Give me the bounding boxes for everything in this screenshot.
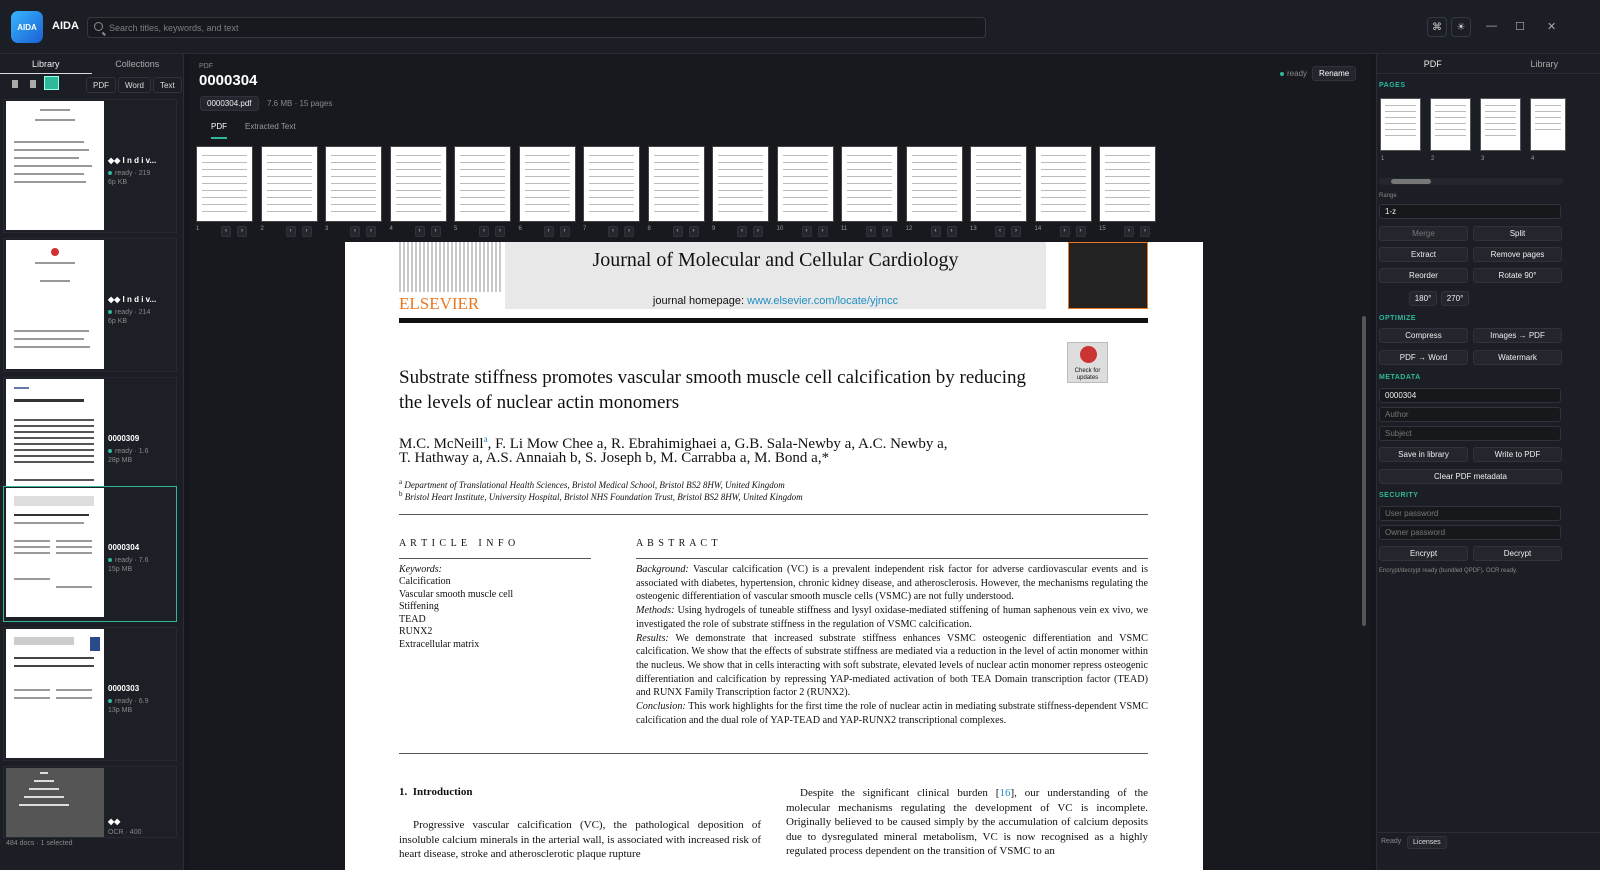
move-left-button[interactable]: ‹ <box>1124 226 1134 237</box>
page-number: 3 <box>1481 156 1485 162</box>
rotate-90-button[interactable]: Rotate 90° <box>1473 268 1562 283</box>
filter-text-button[interactable]: Text <box>153 77 182 93</box>
page-number: 6 <box>518 226 522 232</box>
pdf-viewer[interactable] <box>345 242 1203 870</box>
doc-thumbnail <box>6 240 104 369</box>
tools-panel <box>1376 54 1600 870</box>
keyword: Calcification <box>399 576 451 587</box>
move-right-button[interactable]: › <box>753 226 763 237</box>
check-icon <box>1080 346 1097 363</box>
move-left-button[interactable]: ‹ <box>1060 226 1070 237</box>
intro-column-2-rest: ], our understanding of the molecular mechanisms regulating the development of VC is incomplete. Originally believed to be caused simply by the accumulation of calcium deposits due to dysregulated mineral metabolism, VC is now recognised as a highly regulated process dependent on the transition of VSMC to an <box>786 787 1148 857</box>
move-right-button[interactable]: › <box>1076 226 1086 237</box>
abstract-methods <box>636 604 1148 631</box>
doc-pages: 28p <box>108 457 120 464</box>
view-list-button[interactable] <box>12 80 18 88</box>
move-left-button[interactable]: ‹ <box>608 226 618 237</box>
doc-name: ◆◆ <box>108 817 121 826</box>
move-left-button[interactable]: ‹ <box>286 226 296 237</box>
keyword: RUNX2 <box>399 626 433 637</box>
doc-card-selected[interactable]: 0000304 ready · 7.6 15p MB <box>3 486 177 622</box>
decrypt-button[interactable]: Decrypt <box>1473 546 1562 561</box>
homepage-link[interactable]: www.elsevier.com/locate/yjmcc <box>747 295 899 307</box>
page-number: 4 <box>1531 156 1535 162</box>
page-thumbnail-controls <box>712 226 769 238</box>
doc-thumbnail <box>6 768 104 838</box>
first-author: M.C. McNeill <box>399 436 484 452</box>
intro-column-2 <box>786 786 1148 859</box>
check-updates-badge[interactable] <box>1067 342 1108 383</box>
keyword: Vascular smooth muscle cell <box>399 588 514 600</box>
move-left-button[interactable]: ‹ <box>415 226 425 237</box>
pages-scrollbar-thumb[interactable] <box>1391 179 1431 184</box>
check-updates-text: Check for updates <box>1074 368 1101 381</box>
pdf-to-word-button[interactable]: PDF → Word <box>1379 350 1468 365</box>
page-thumbnail[interactable] <box>325 146 382 222</box>
status-badge <box>1280 69 1307 78</box>
doc-pages: 6p <box>108 318 116 325</box>
move-right-button[interactable]: › <box>882 226 892 237</box>
abstract-conclusion <box>636 700 1148 727</box>
encrypt-button[interactable]: Encrypt <box>1379 546 1468 561</box>
library-footer: 484 docs · 1 selected <box>6 840 73 847</box>
remove-pages-button[interactable]: Remove pages <box>1473 247 1562 262</box>
page-thumbnail-strip <box>196 146 1356 242</box>
page-preview[interactable] <box>1530 98 1566 151</box>
move-left-button[interactable]: ‹ <box>479 226 489 237</box>
page-thumbnail-controls <box>261 226 318 238</box>
conclusion-text: This work highlights for the first time the role of nuclear actin in mediating substrate stiffness-dependent VSMC calcification and the dual role of YAP-TEAD and YAP-RUNX2 transcriptional complexes. <box>636 701 1148 726</box>
elsevier-tree-logo <box>399 242 503 292</box>
affiliation-b <box>399 490 1139 502</box>
tab-pdf-tools[interactable]: PDF <box>1423 59 1442 69</box>
filter-word-button[interactable]: Word <box>118 77 151 93</box>
page-thumbnail[interactable] <box>519 146 576 222</box>
doc-name: ◆◆ I n d i v... <box>108 156 157 165</box>
page-number: 12 <box>905 226 913 232</box>
page-thumbnail[interactable] <box>261 146 318 222</box>
doc-card[interactable]: ◆◆ I n d i v... ready · 214 6p KB <box>3 238 177 372</box>
journal-header <box>399 242 1149 313</box>
tab-pdf[interactable]: PDF <box>211 122 227 139</box>
ready-status: Ready <box>1381 838 1402 845</box>
doc-name: 0000303 <box>108 684 140 693</box>
optimize-section-heading: OPTIMIZE <box>1379 315 1417 322</box>
move-right-button[interactable]: › <box>947 226 957 237</box>
view-compact-button[interactable] <box>30 80 36 88</box>
write-to-pdf-button[interactable]: Write to PDF <box>1473 447 1562 462</box>
clear-metadata-button[interactable]: Clear PDF metadata <box>1379 469 1562 484</box>
doc-card[interactable]: 0000303 ready · 6.9 13p MB <box>3 627 177 761</box>
search-box[interactable] <box>87 17 986 38</box>
range-label: Range <box>1379 193 1397 199</box>
affiliation-a <box>399 478 1139 490</box>
keywords-label: Keywords: <box>399 564 442 575</box>
tab-library[interactable]: Library <box>0 54 92 74</box>
move-right-button[interactable]: › <box>689 226 699 237</box>
library-sidebar <box>0 54 184 870</box>
page-thumbnail[interactable] <box>712 146 769 222</box>
abstract-results <box>636 632 1148 701</box>
page-number: 10 <box>776 226 784 232</box>
affiliation-a-text: Department of Translational Health Sciences, Bristol Medical School, Bristol BS2 8HW, United Kingdom <box>404 480 785 490</box>
citation-link[interactable]: 16 <box>999 787 1011 799</box>
affiliation-a-marker: a <box>399 478 403 486</box>
header-rule <box>399 318 1148 323</box>
move-left-button[interactable]: ‹ <box>931 226 941 237</box>
scrollbar-thumb[interactable] <box>1362 316 1366 626</box>
page-thumbnail[interactable] <box>390 146 447 222</box>
doc-size-unit: MB <box>121 707 133 714</box>
doc-thumbnail <box>6 629 104 758</box>
journal-homepage <box>505 295 1046 307</box>
split-button[interactable]: Split <box>1473 226 1562 241</box>
user-password-input[interactable] <box>1379 506 1561 521</box>
metadata-author-input[interactable] <box>1379 407 1561 422</box>
intro-column-1: Progressive vascular calcification (VC), the pathological deposition of insoluble calcium minerals in the arterial wall, is associated with increased risk of heart disease, stroke and atherosclerotic plaque rupture <box>399 819 761 860</box>
page-thumbnail-controls <box>325 226 382 238</box>
doc-status: ready <box>115 557 133 564</box>
page-thumbnail[interactable] <box>196 146 253 222</box>
journal-banner <box>505 242 1046 309</box>
page-number: 8 <box>647 226 651 232</box>
doc-name: ◆◆ I n d i v... <box>108 295 157 304</box>
doc-card[interactable]: ◆◆ I n d i v... ready · 219 6p KB <box>3 99 177 233</box>
page-number: 14 <box>1034 226 1042 232</box>
move-left-button[interactable]: ‹ <box>802 226 812 237</box>
page-thumbnail[interactable] <box>841 146 898 222</box>
range-input[interactable] <box>1379 204 1561 219</box>
page-thumbnail-controls <box>841 226 898 238</box>
doc-status: ready <box>115 309 133 316</box>
page-title: 0000304 <box>199 72 258 89</box>
page-thumbnail[interactable] <box>583 146 640 222</box>
reorder-button[interactable]: Reorder <box>1379 268 1468 283</box>
doc-pages: 15p <box>108 566 120 573</box>
page-thumbnail[interactable] <box>906 146 963 222</box>
page-thumbnail[interactable] <box>1099 146 1156 222</box>
move-left-button[interactable]: ‹ <box>673 226 683 237</box>
doc-size: 6.9 <box>138 698 149 705</box>
abstract-heading: A B S T R A C T <box>636 538 719 549</box>
doc-name: 0000304 <box>108 543 140 552</box>
title-bar <box>0 0 1600 54</box>
page-number: 15 <box>1099 226 1106 232</box>
page-number: 3 <box>325 226 329 232</box>
move-left-button[interactable]: ‹ <box>995 226 1005 237</box>
doc-card[interactable]: ◆◆ OCR · 400 <box>3 766 177 838</box>
doc-status: ready <box>115 698 133 705</box>
rename-button[interactable]: Rename <box>1312 66 1356 81</box>
doc-pages: 6p <box>108 179 116 186</box>
metadata-subject-input[interactable] <box>1379 426 1561 441</box>
move-right-button[interactable]: › <box>1140 226 1150 237</box>
first-author-affiliation: a <box>483 434 488 444</box>
save-in-library-button[interactable]: Save in library <box>1379 447 1468 462</box>
view-grid-button[interactable] <box>44 76 59 90</box>
move-right-button[interactable]: › <box>624 226 634 237</box>
page-thumbnail[interactable] <box>648 146 705 222</box>
page-preview[interactable] <box>1380 98 1421 151</box>
page-number: 11 <box>841 226 848 232</box>
doc-size-unit: MB <box>121 457 133 464</box>
move-left-button[interactable]: ‹ <box>544 226 554 237</box>
tab-extracted-text[interactable]: Extracted Text <box>245 122 296 131</box>
move-right-button[interactable]: › <box>495 226 505 237</box>
rule <box>399 514 1148 515</box>
rule <box>399 753 1148 754</box>
intro-heading: 1. Introduction <box>399 786 473 798</box>
page-thumbnail-controls <box>648 226 705 238</box>
page-thumbnail-controls <box>583 226 640 238</box>
doc-pages: 13p <box>108 707 120 714</box>
page-number: 7 <box>583 226 587 232</box>
page-thumbnail-controls <box>196 226 253 238</box>
abstract-background <box>636 563 1148 604</box>
results-text: We demonstrate that increased substrate stiffness enhances VSMC osteogenic differentiation and VSMC calcification. We show that the effects of substrate stiffness are mediated via a reduction in the level of actin monomer within the nucleus. We show that in cells interacting with soft substrate, elevated levels of nuclear actin monomer repress osteogenic differentiation and calcification by repressing YAP-mediated activation of both TEA Domain transcription factor (TEAD) and RUNX Family Transcription factor 2 (RUNX2). <box>636 632 1148 699</box>
security-section-heading: SECURITY <box>1379 492 1419 499</box>
publisher-name: ELSEVIER <box>399 294 480 313</box>
doc-status: ready <box>115 448 133 455</box>
page-number: 2 <box>260 226 264 232</box>
page-number: 13 <box>970 226 977 232</box>
filter-pdf-button[interactable]: PDF <box>86 77 116 93</box>
doc-thumbnail <box>6 488 104 617</box>
background-text: Vascular calcification (VC) is a prevalent independent risk factor for adverse cardiovascular events and is associated with diabetes, hypertension, chronic kidney disease, and atherosclerosis. However, the mechanisms regulating the osteogenic differentiation of vascular smooth muscle cells (VSMC) are not fully understood. <box>636 564 1148 603</box>
licenses-button[interactable]: Licenses <box>1407 836 1447 849</box>
move-right-button[interactable]: › <box>237 226 247 237</box>
command-button[interactable]: ⌘ <box>1427 17 1447 37</box>
keyword: TEAD <box>399 613 426 625</box>
doc-type-label: PDF <box>199 63 213 70</box>
page-thumbnail[interactable] <box>454 146 511 222</box>
doc-status: OCR <box>108 829 124 836</box>
doc-size-unit: MB <box>121 566 133 573</box>
move-right-button[interactable]: › <box>560 226 570 237</box>
other-authors: , F. Li Mow Chee a, R. Ebrahimighaei a, G.B. Sala-Newby a, A.C. Newby a, <box>487 436 948 452</box>
keyword: Stiffening <box>399 601 439 612</box>
move-right-button[interactable]: › <box>431 226 441 237</box>
move-right-button[interactable]: › <box>302 226 312 237</box>
metadata-section-heading: METADATA <box>1379 374 1421 381</box>
page-preview[interactable] <box>1480 98 1521 151</box>
owner-password-input[interactable] <box>1379 525 1561 540</box>
results-label: Results: <box>636 632 669 644</box>
affiliation-b-marker: b <box>399 490 403 498</box>
minimize-button[interactable]: — <box>1486 20 1497 32</box>
page-thumbnail[interactable] <box>970 146 1027 222</box>
page-number: 4 <box>389 226 393 232</box>
doc-size: 1.6 <box>138 448 149 455</box>
move-left-button[interactable]: ‹ <box>350 226 360 237</box>
rotate-270-button[interactable]: 270° <box>1441 291 1469 306</box>
journal-cover <box>1068 242 1148 309</box>
page-number: 9 <box>712 226 716 232</box>
page-thumbnail-controls <box>1099 226 1156 238</box>
page-preview[interactable] <box>1430 98 1471 151</box>
background-label: Background: <box>636 564 689 575</box>
viewer-scrollbar[interactable] <box>1361 244 1367 866</box>
move-left-button[interactable]: ‹ <box>737 226 747 237</box>
page-thumbnail-controls <box>519 226 576 238</box>
doc-size-unit: KB <box>117 318 128 325</box>
doc-thumbnail <box>6 101 104 230</box>
affiliation-b-text: Bristol Heart Institute, University Hospital, Bristol NHS Foundation Trust, Bristol BS2 8HW, United Kingdom <box>404 492 803 502</box>
tab-library-tools[interactable]: Library <box>1530 59 1558 69</box>
doc-size: 7.6 <box>138 557 149 564</box>
document-panel <box>190 54 1370 870</box>
move-right-button[interactable]: › <box>1011 226 1021 237</box>
watermark-button[interactable]: Watermark <box>1473 350 1562 365</box>
metadata-title-input[interactable] <box>1379 388 1561 403</box>
status-text: ready <box>1287 69 1308 78</box>
theme-toggle-button[interactable]: ☀ <box>1451 17 1471 37</box>
rule <box>636 558 1148 559</box>
rotate-180-button[interactable]: 180° <box>1409 291 1437 306</box>
conclusion-label: Conclusion: <box>636 701 686 713</box>
pages-section-heading: PAGES <box>1379 82 1406 89</box>
merge-button[interactable]: Merge <box>1379 226 1468 241</box>
security-note: Encrypt/decrypt ready (bundled QPDF). OCR ready. <box>1379 568 1518 574</box>
authors-line-2: T. Hathway a, A.S. Annaiah b, S. Joseph b, M. Carrabba a, M. Bond a,* <box>399 450 830 466</box>
move-left-button[interactable]: ‹ <box>221 226 231 237</box>
doc-size: 219 <box>138 170 151 177</box>
page-thumbnail-controls <box>454 226 511 238</box>
journal-name: Journal of Molecular and Cellular Cardiology <box>592 249 959 271</box>
methods-text: Using hydrogels of tuneable stiffness and lysyl oxidase-mediated stiffening of human saphenous vein ex vivo, we investigated the role of substrate stiffness in the regulation of VSMC calcification. <box>636 605 1148 630</box>
intro-column-2-start: Despite the significant clinical burden [ <box>800 787 1000 799</box>
page-number: 1 <box>1381 156 1385 162</box>
page-thumbnail[interactable] <box>777 146 834 222</box>
move-left-button[interactable]: ‹ <box>866 226 876 237</box>
doc-status: ready <box>115 170 133 177</box>
doc-size: 214 <box>138 309 151 316</box>
page-thumbnail-controls <box>777 226 834 238</box>
doc-name: 0000309 <box>108 434 140 443</box>
compress-button[interactable]: Compress <box>1379 328 1468 343</box>
page-thumbnail[interactable] <box>1035 146 1092 222</box>
page-number: 5 <box>454 226 458 232</box>
tab-collections[interactable]: Collections <box>115 59 160 69</box>
doc-size-unit: KB <box>117 179 128 186</box>
page-thumbnail-controls <box>1035 226 1092 238</box>
article-info-heading: A R T I C L E I N F O <box>399 538 517 549</box>
images-to-pdf-button[interactable]: Images → PDF <box>1473 328 1562 343</box>
status-bar <box>1377 832 1600 852</box>
file-name-chip: 0000304.pdf <box>200 96 259 111</box>
homepage-label: journal homepage: <box>652 295 745 307</box>
close-button[interactable]: ✕ <box>1547 21 1557 33</box>
page-thumbnail-controls <box>906 226 963 238</box>
doc-card[interactable]: 0000309 ready · 1.6 28p MB <box>3 377 177 511</box>
move-right-button[interactable]: › <box>818 226 828 237</box>
page-thumbnail-controls <box>970 226 1027 238</box>
pages-scrollbar[interactable] <box>1379 178 1563 185</box>
abstract-body <box>636 563 1148 727</box>
keyword: Extracellular matrix <box>399 638 480 650</box>
maximize-button[interactable]: ☐ <box>1515 21 1525 33</box>
search-input[interactable] <box>109 20 969 35</box>
page-number: 1 <box>196 226 200 232</box>
doc-size: 400 <box>129 829 142 836</box>
extract-button[interactable]: Extract <box>1379 247 1468 262</box>
app-logo <box>11 11 43 43</box>
keyword-list <box>399 576 513 651</box>
page-number: 2 <box>1431 156 1435 162</box>
rule <box>399 558 591 559</box>
methods-label: Methods: <box>636 605 675 617</box>
search-icon <box>94 22 103 31</box>
move-right-button[interactable]: › <box>366 226 376 237</box>
app-name: AIDA <box>52 20 79 32</box>
file-info: 7.6 MB · 15 pages <box>267 99 333 108</box>
page-thumbnail-controls <box>390 226 447 238</box>
logo-text: AIDA <box>17 22 37 32</box>
paper-title: Substrate stiffness promotes vascular smooth muscle cell calcification by reducing the levels of nuclear actin monomers <box>399 367 1027 413</box>
